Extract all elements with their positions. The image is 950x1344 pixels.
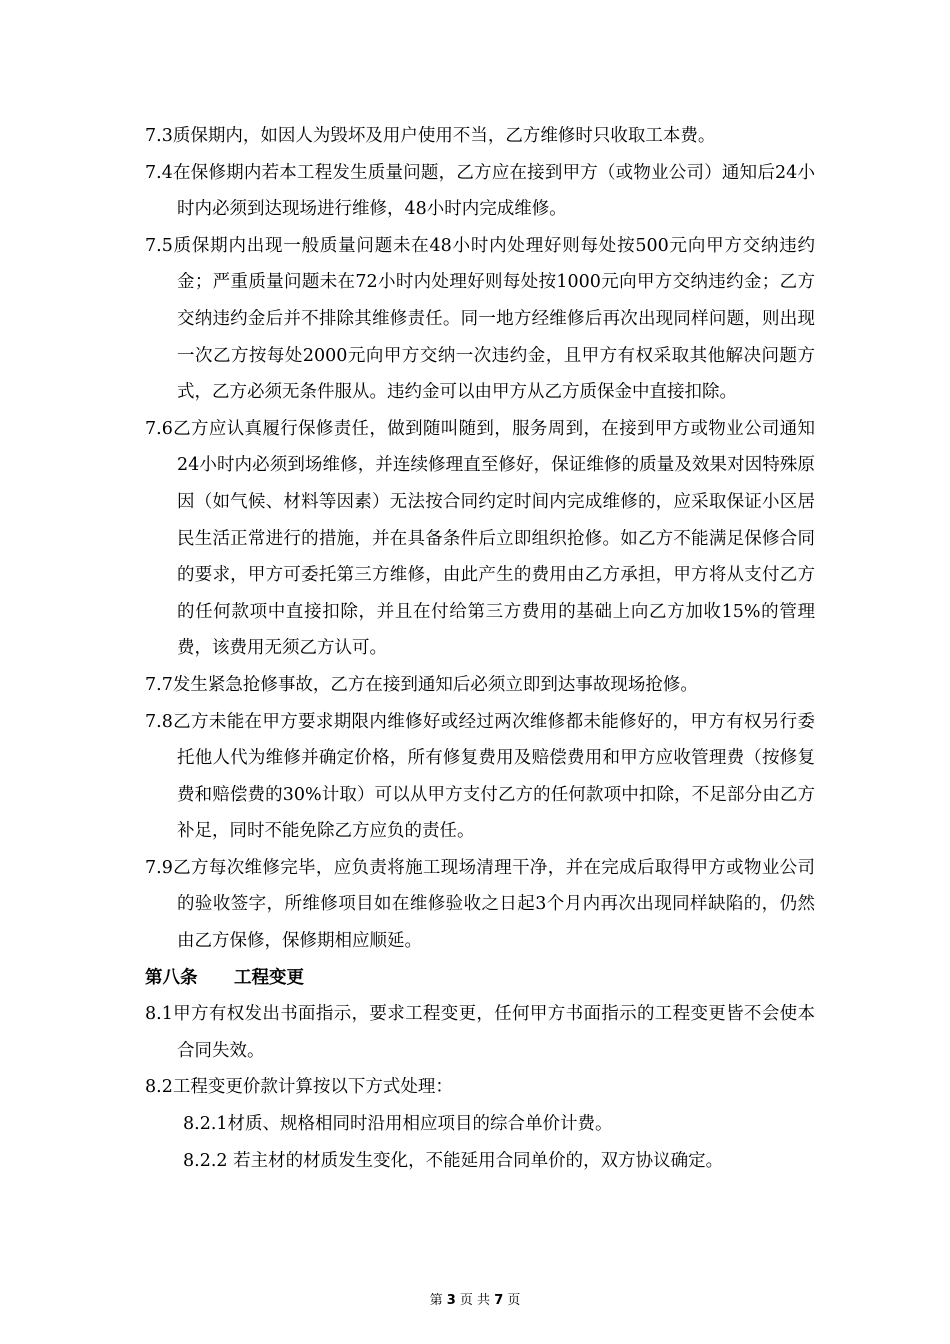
clause-number: 8.1	[145, 1004, 173, 1025]
clause-8-1	[145, 996, 815, 1069]
clause-7-4	[145, 155, 815, 228]
clause-text: 在保修期内若本工程发生质量问题，乙方应在接到甲方（或物业公司）通知后24小时内必须到达现场进行维修，48小时内完成维修。	[172, 162, 815, 220]
subclause-number: 8.2.2	[183, 1150, 228, 1171]
clause-number: 7.8	[145, 711, 173, 732]
clause-number: 7.6	[145, 418, 173, 439]
subclause-8-2-2	[145, 1143, 815, 1180]
clause-text: 质保期内，如因人为毁坏及用户使用不当，乙方维修时只收取工本费。	[172, 126, 716, 146]
clause-text: 甲方有权发出书面指示，要求工程变更，任何甲方书面指示的工程变更皆不会使本合同失效。	[172, 1004, 815, 1061]
footer-suffix: 页	[507, 1293, 521, 1308]
clause-7-7	[145, 667, 815, 704]
clause-number: 7.9	[145, 857, 173, 878]
clause-7-8	[145, 704, 815, 850]
subclause-text: 材质、规格相同时沿用相应项目的综合单价计费。	[227, 1114, 613, 1135]
clause-7-3	[145, 118, 815, 155]
clause-number: 7.5	[145, 235, 173, 256]
clause-number: 8.2	[145, 1077, 173, 1098]
subclause-number: 8.2.1	[183, 1114, 228, 1135]
clause-7-9	[145, 850, 815, 960]
total-page-number: 7	[494, 1293, 504, 1308]
clause-8-2	[145, 1069, 815, 1106]
page-footer	[0, 1292, 950, 1310]
footer-middle: 页 共	[459, 1293, 491, 1308]
subclause-8-2-1	[145, 1106, 815, 1143]
current-page-number: 3	[446, 1293, 456, 1308]
clause-text: 乙方每次维修完毕，应负责将施工现场清理干净，并在完成后取得甲方或物业公司的验收签字，所维修项目如在维修验收之日起3个月内再次出现同样缺陷的，仍然由乙方保修，保修期相应顺延。	[172, 857, 815, 952]
clause-7-6	[145, 411, 815, 667]
clause-text: 发生紧急抢修事故，乙方在接到通知后必须立即到达事故现场抢修。	[172, 674, 698, 695]
clause-text: 工程变更价款计算按以下方式处理：	[172, 1077, 453, 1098]
clause-text: 质保期内出现一般质量问题未在48小时内处理好则每处按500元向甲方交纳违约金；严重质量问题未在72小时内处理好则每处按1000元向甲方交纳违约金；乙方交纳违约金后并不排除其维修责任。同一地方经维修后再次出现同样问题，则出现一次乙方按每处2000元向甲方交纳一次违约金，且甲方有权采取其他解决问题方式，乙方必须无条件服从。违约金可以由甲方从乙方质保金中直接扣除。	[172, 235, 815, 403]
subclause-text: 若主材的材质发生变化，不能延用合同单价的，双方协议确定。	[227, 1150, 724, 1171]
document-body	[145, 118, 815, 1179]
clause-number: 7.3	[145, 126, 173, 146]
clause-number: 7.7	[145, 674, 173, 695]
clause-text: 乙方应认真履行保修责任，做到随叫随到，服务周到，在接到甲方或物业公司通知24小时内必须到场维修，并连续修理直至修好，保证维修的质量及效果对因特殊原因（如气候、材料等因素）无法按合同约定时间内完成维修的，应采取保证小区居民生活正常进行的措施，并在具备条件后立即组织抢修。如乙方不能满足保修合同的要求，甲方可委托第三方维修，由此产生的费用由乙方承担，甲方将从支付乙方的任何款项中直接扣除，并且在付给第三方费用的基础上向乙方加收15%的管理费，该费用无须乙方认可。	[172, 418, 815, 659]
clause-7-5	[145, 228, 815, 411]
article-8-heading: 第八条 工程变更	[145, 967, 305, 988]
clause-text: 乙方未能在甲方要求期限内维修好或经过两次维修都未能修好的，甲方有权另行委托他人代为维修并确定价格，所有修复费用及赔偿费用和甲方应收管理费（按修复费和赔偿费的30%计取）可以从甲方支付乙方的任何款项中扣除，不足部分由乙方补足，同时不能免除乙方应负的责任。	[172, 711, 815, 842]
footer-prefix: 第	[429, 1293, 443, 1308]
clause-number: 7.4	[145, 162, 173, 183]
